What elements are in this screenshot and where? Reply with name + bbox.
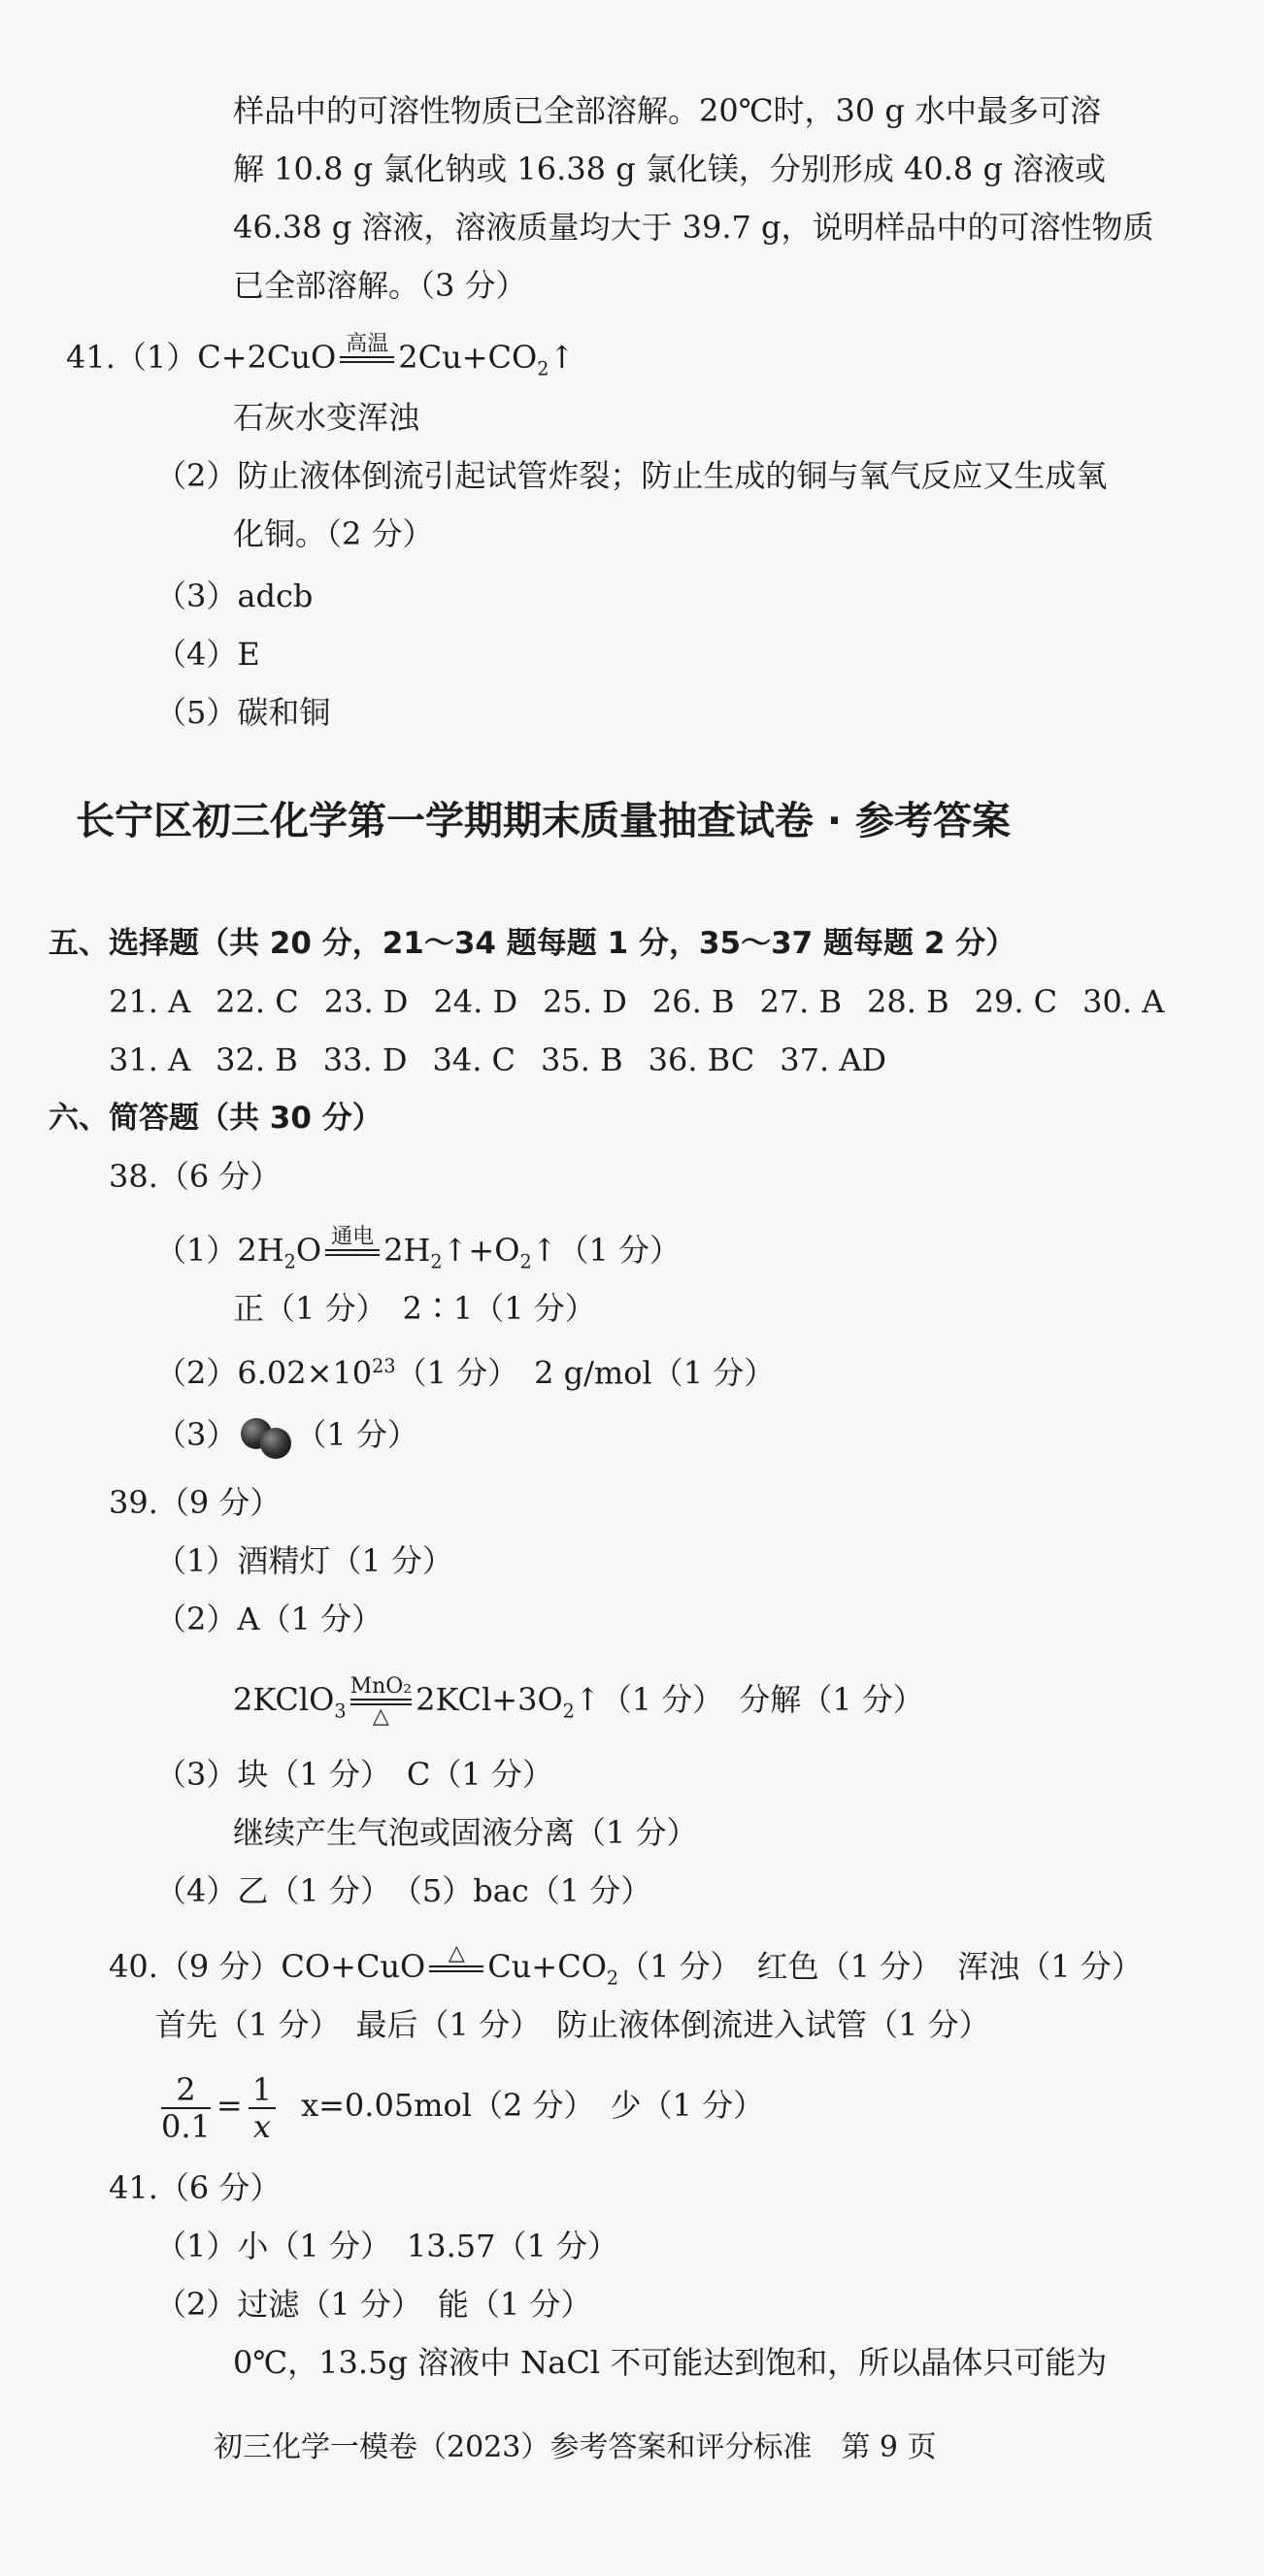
calculation-line: $\frac{2}{0.1}$ = $\frac{1}{x}$ x=0.05mol（2 分） 少（1 分） (161, 2070, 765, 2145)
choice-answer: 24. D (433, 983, 518, 1020)
answer-text: 小（1 分） 13.57（1 分） (237, 2228, 619, 2264)
choice-answers-row (109, 1039, 886, 1081)
reaction-condition: 高温 (340, 333, 394, 363)
answer-text: 酒精灯（1 分） (237, 1542, 453, 1579)
answer-text-line: 样品中的可溶性物质已全部溶解。20℃时，30 g 水中最多可溶 (233, 92, 1102, 129)
answer-text: 防止液体倒流引起试管炸裂；防止生成的铜与氧气反应又生成氧 (237, 457, 1108, 494)
oxygen-molecule-icon (237, 1416, 295, 1459)
question-number: 41. (66, 339, 116, 376)
section-header: 六、简答题（共 30 分） (49, 1101, 383, 1136)
question-41-part1 (155, 2225, 618, 2267)
section-header: 五、选择题（共 20 分，21～34 题每题 1 分，35～37 题每题 2 分） (49, 926, 1016, 961)
answer-text-line: 正（1 分） 2∶1（1 分） (233, 1290, 596, 1327)
answer-text-line: 解 10.8 g 氯化钠或 16.38 g 氯化镁，分别形成 40.8 g 溶液或 (233, 150, 1107, 187)
choice-answer: 23. D (323, 983, 409, 1020)
answer-text-line: 首先（1 分） 最后（1 分） 防止液体倒流进入试管（1 分） (155, 2006, 990, 2043)
choice-answer: 31. A (109, 1041, 191, 1078)
answer-text: （1 分） (295, 1416, 418, 1453)
answer-text: 过滤（1 分） 能（1 分） (237, 2286, 592, 2323)
reaction-condition: 通电 (325, 1226, 380, 1256)
answer-text: E (237, 636, 260, 673)
answer-text-line: 0℃，13.5g 溶液中 NaCl 不可能达到饱和，所以晶体只可能为 (233, 2344, 1108, 2381)
page-footer: 初三化学一模卷（2023）参考答案和评分标准 第 9 页 (214, 2430, 937, 2464)
question-41-heading: 41.（6 分） (109, 2169, 282, 2206)
answer-text-line: 已全部溶解。（3 分） (233, 267, 527, 304)
question-38-part1: $(1)2H_2O$ 通电 $2H_2↑+O_2↑(1$ 分） (155, 1225, 682, 1273)
part-label: （1） (155, 2228, 238, 2264)
answer-text: adcb (237, 578, 314, 614)
choice-answer: 34. C (432, 1041, 516, 1078)
answer-text: 乙（1 分） （5）bac（1 分） (237, 1872, 652, 1909)
part-label: （4） (155, 1872, 238, 1909)
question-38-part2: $(2)6.02\times 10^{23}(1$ 分） 2 g/mol（1 分） (155, 1354, 776, 1392)
part-label: （3） (155, 1756, 238, 1793)
part-label: （2） (155, 2286, 238, 2323)
part-label: （1） (155, 1542, 238, 1579)
part-label: （5） (155, 694, 238, 731)
answer-text: 碳和铜 (237, 694, 331, 731)
chemical-equation: 2KClO$_3$ MnO₂ △ $2KCl+3O_2↑(1$ 分） 分解（1 分） (233, 1674, 924, 1729)
choice-answer: 37. AD (780, 1041, 887, 1078)
part-label: （1） (155, 1232, 238, 1269)
question-40-line1: 40.（9 分）CO+CuO △ $Cu+CO_2(1$ 分） 红色（1 分） 浑浊（1 分） (109, 1941, 1143, 1990)
question-39-part3 (155, 1753, 553, 1796)
choice-answer: 32. B (216, 1041, 298, 1078)
part-label: （2） (155, 1354, 238, 1392)
equation-right: 2Cu+CO (398, 339, 538, 376)
choice-answer: 36. BC (648, 1041, 755, 1078)
question-39-part1 (155, 1539, 453, 1582)
question-39-part2 (155, 1598, 383, 1640)
question-41-part1: 41.（1）C+2CuO 高温 $2Cu+CO_2↑$ (66, 332, 576, 380)
choice-answer: 27. B (759, 983, 843, 1020)
part-label: （3） (155, 578, 238, 614)
choice-answer: 30. A (1082, 983, 1165, 1020)
answer-text-line: 化铜。（2 分） (233, 515, 434, 552)
choice-answer: 29. C (974, 983, 1058, 1020)
equation-left: C+2CuO (197, 339, 337, 376)
gas-arrow: ↑ (549, 339, 576, 376)
part-label: （1） (115, 339, 198, 376)
choice-answer: 21. A (109, 983, 191, 1020)
part-label: （4） (155, 636, 238, 673)
choice-answer: 35. B (541, 1041, 623, 1078)
choice-answer: 22. C (216, 983, 299, 1020)
choice-answer: 25. D (543, 983, 627, 1020)
choice-answer: 33. D (322, 1041, 408, 1078)
question-39-part4 (155, 1869, 651, 1912)
question-39-heading: 39.（9 分） (109, 1484, 282, 1521)
reaction-condition: MnO₂ △ (349, 1674, 413, 1729)
choice-answer: 28. B (867, 983, 949, 1020)
answer-text-line: 46.38 g 溶液，溶液质量均大于 39.7 g，说明样品中的可溶性物质 (233, 209, 1154, 246)
question-41-part2 (155, 2283, 591, 2326)
question-41-part4 (155, 633, 260, 676)
answer-text: 块（1 分） C（1 分） (237, 1756, 553, 1793)
question-41-part2 (155, 454, 1107, 497)
part-label: （2） (155, 1601, 238, 1637)
question-38-part3 (155, 1413, 418, 1459)
answer-text: A（1 分） (237, 1601, 383, 1637)
fraction: $\frac{2}{0.1}$ (161, 2070, 211, 2145)
question-41-part5 (155, 691, 330, 734)
choice-answers-row (109, 980, 1164, 1023)
part-label: （2） (155, 457, 238, 494)
part-label: （3） (155, 1416, 238, 1453)
choice-answer: 26. B (651, 983, 735, 1020)
fraction: $\frac{1}{x}$ (249, 2072, 276, 2144)
answer-text-line: 继续产生气泡或固液分离（1 分） (233, 1814, 698, 1851)
page-title: 长宁区初三化学第一学期期末质量抽查试卷 · 参考答案 (76, 799, 1012, 843)
question-41-part3 (155, 575, 313, 617)
question-38-heading: 38.（6 分） (109, 1158, 282, 1195)
reaction-condition: △ (429, 1942, 483, 1972)
answer-text-line: 石灰水变浑浊 (233, 399, 420, 436)
